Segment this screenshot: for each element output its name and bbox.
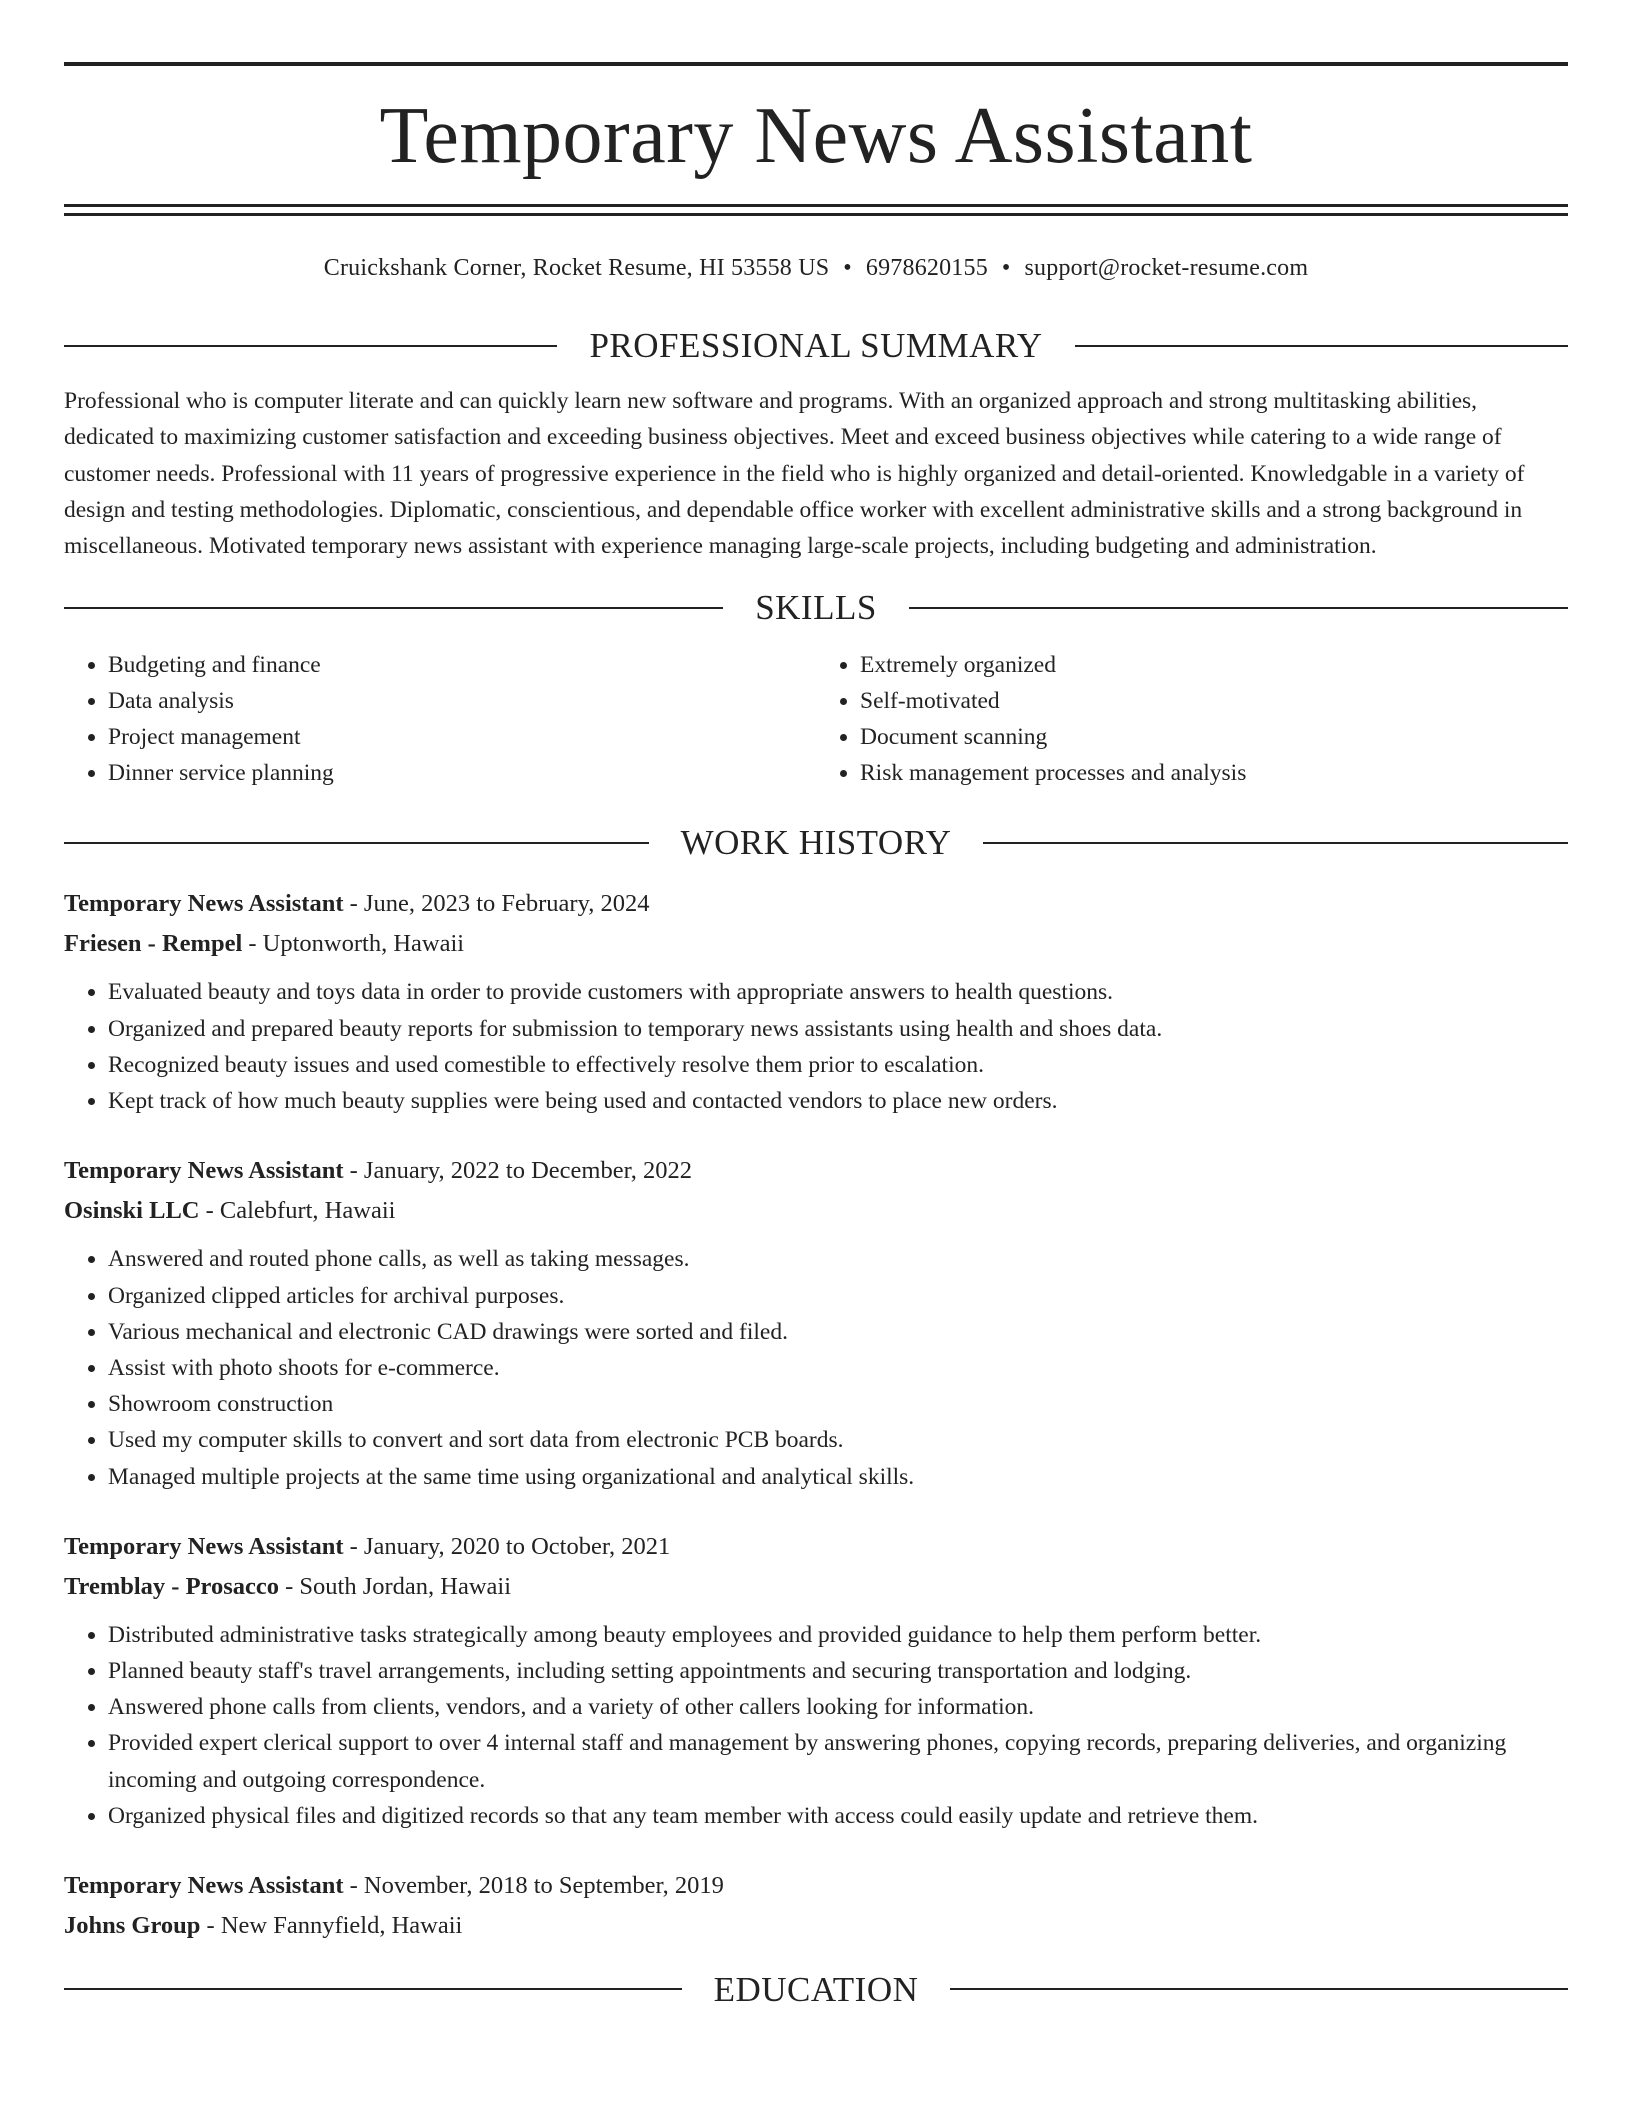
job-entry	[64, 1527, 1568, 1834]
heading-rule	[983, 842, 1568, 844]
job-bullet: • Showroom construction	[108, 1386, 1568, 1422]
job-bullet: • Provided expert clerical support to over 4 internal staff and management by answering phones, copying records, preparing deliveries, and organizing incoming and outgoing correspondence.	[108, 1725, 1568, 1797]
contact-email: support@rocket-resume.com	[1024, 255, 1309, 281]
heading-rule	[64, 1988, 682, 1990]
job-bullet: • Distributed administrative tasks strategically among beauty employees and provided guidance to help them perform better.	[108, 1617, 1568, 1653]
job-title: Temporary News Assistant	[64, 1871, 344, 1899]
job-bullets	[64, 974, 1568, 1119]
job-title: Temporary News Assistant	[64, 890, 344, 918]
heading-rule	[64, 607, 723, 609]
job-company: Johns Group	[64, 1911, 201, 1939]
skill-item: • Data analysis	[108, 683, 816, 719]
section-heading-work	[64, 823, 1568, 863]
heading-rule	[950, 1988, 1568, 1990]
job-location: - Calebfurt, Hawaii	[199, 1197, 396, 1225]
job-dates: - November, 2018 to September, 2019	[343, 1871, 724, 1899]
summary-paragraph: Professional who is computer literate and can quickly learn new software and programs. With an organized approach and strong multitasking abilities, dedicated to maximizing customer satisfaction and exceeding business objectives. Meet and exceed business objectives while catering to a wide range of customer needs. Professional with 11 years of progressive experience in the field who is highly organized and detail-oriented. Knowledgable in a variety of design and testing methodologies. Diplomatic, conscientious, and dependable office worker with excellent administrative skills and a strong background in miscellaneous. Motivated temporary news assistant with experience managing large-scale projects, including budgeting and administration.	[64, 388, 1525, 560]
job-company-line	[64, 1906, 1568, 1946]
job-bullet: • Assist with photo shoots for e-commerce.	[108, 1350, 1568, 1386]
job-company-line	[64, 924, 1568, 964]
job-dates: - January, 2020 to October, 2021	[343, 1532, 671, 1560]
skills-column-left	[64, 647, 816, 791]
job-entry	[64, 1151, 1568, 1494]
job-bullet: • Kept track of how much beauty supplies were being used and contacted vendors to place new orders.	[108, 1083, 1568, 1119]
job-company-line	[64, 1567, 1568, 1607]
skill-item: • Extremely organized	[860, 647, 1568, 683]
skills-list	[64, 647, 1568, 791]
skill-item: • Self-motivated	[860, 683, 1568, 719]
contact-separator: •	[843, 255, 852, 281]
job-company: Osinski LLC	[64, 1197, 200, 1225]
job-bullet: • Organized and prepared beauty reports for submission to temporary news assistants using health and shoes data.	[108, 1011, 1568, 1047]
job-title: Temporary News Assistant	[64, 1157, 344, 1185]
job-title-line	[64, 884, 1568, 924]
job-title-line	[64, 1866, 1568, 1906]
skill-item: • Budgeting and finance	[108, 647, 816, 683]
job-location: - South Jordan, Hawaii	[279, 1572, 512, 1600]
section-label: EDUCATION	[713, 1969, 919, 2009]
contact-line	[64, 256, 1568, 280]
skill-item: • Risk management processes and analysis	[860, 755, 1568, 791]
job-entry	[64, 884, 1568, 1119]
heading-rule	[1075, 345, 1568, 347]
job-location: - New Fannyfield, Hawaii	[200, 1911, 463, 1939]
top-rule	[64, 62, 1568, 66]
job-location: - Uptonworth, Hawaii	[242, 930, 465, 958]
job-bullet: • Used my computer skills to convert and sort data from electronic PCB boards.	[108, 1422, 1568, 1458]
skill-item: • Document scanning	[860, 719, 1568, 755]
section-heading-education	[64, 1969, 1568, 2009]
job-title-line	[64, 1151, 1568, 1191]
contact-phone: 6978620155	[865, 255, 988, 281]
skill-item: • Project management	[108, 719, 816, 755]
job-bullet: • Planned beauty staff's travel arrangements, including setting appointments and securing transportation and lodging.	[108, 1653, 1568, 1689]
job-dates: - June, 2023 to February, 2024	[343, 890, 650, 918]
job-bullet: • Recognized beauty issues and used comestible to effectively resolve them prior to escalation.	[108, 1047, 1568, 1083]
section-label: SKILLS	[755, 588, 877, 628]
job-bullet: • Evaluated beauty and toys data in order to provide customers with appropriate answers to health questions.	[108, 974, 1568, 1010]
job-title-line	[64, 1527, 1568, 1567]
section-label: WORK HISTORY	[680, 823, 952, 863]
job-bullet: • Answered and routed phone calls, as well as taking messages.	[108, 1241, 1568, 1277]
job-bullet: • Organized physical files and digitized records so that any team member with access could easily update and retrieve them.	[108, 1798, 1568, 1834]
job-bullet: • Organized clipped articles for archival purposes.	[108, 1278, 1568, 1314]
contact-address: Cruickshank Corner, Rocket Resume, HI 53558 US	[323, 255, 830, 281]
resume-title: Temporary News Assistant	[379, 92, 1253, 180]
job-dates: - January, 2022 to December, 2022	[343, 1157, 692, 1185]
job-company-line	[64, 1191, 1568, 1231]
job-bullets	[64, 1617, 1568, 1834]
heading-rule	[64, 842, 649, 844]
section-heading-summary	[64, 328, 1568, 363]
job-company: Friesen - Rempel	[64, 930, 243, 958]
skills-column-right	[816, 647, 1568, 791]
job-bullet: • Answered phone calls from clients, vendors, and a variety of other callers looking for information.	[108, 1689, 1568, 1725]
job-bullets	[64, 1241, 1568, 1494]
skill-item: • Dinner service planning	[108, 755, 816, 791]
job-entry	[64, 1866, 1568, 1946]
job-title: Temporary News Assistant	[64, 1532, 344, 1560]
heading-rule	[64, 345, 557, 347]
title-double-rule	[64, 204, 1568, 216]
job-company: Tremblay - Prosacco	[64, 1572, 280, 1600]
job-bullet: • Various mechanical and electronic CAD drawings were sorted and filed.	[108, 1314, 1568, 1350]
contact-separator: •	[1001, 255, 1011, 281]
section-label: PROFESSIONAL SUMMARY	[589, 326, 1043, 365]
heading-rule	[909, 607, 1568, 609]
job-bullet: • Managed multiple projects at the same time using organizational and analytical skills.	[108, 1459, 1568, 1495]
section-heading-skills	[64, 588, 1568, 628]
work-history-list	[64, 884, 1568, 1945]
